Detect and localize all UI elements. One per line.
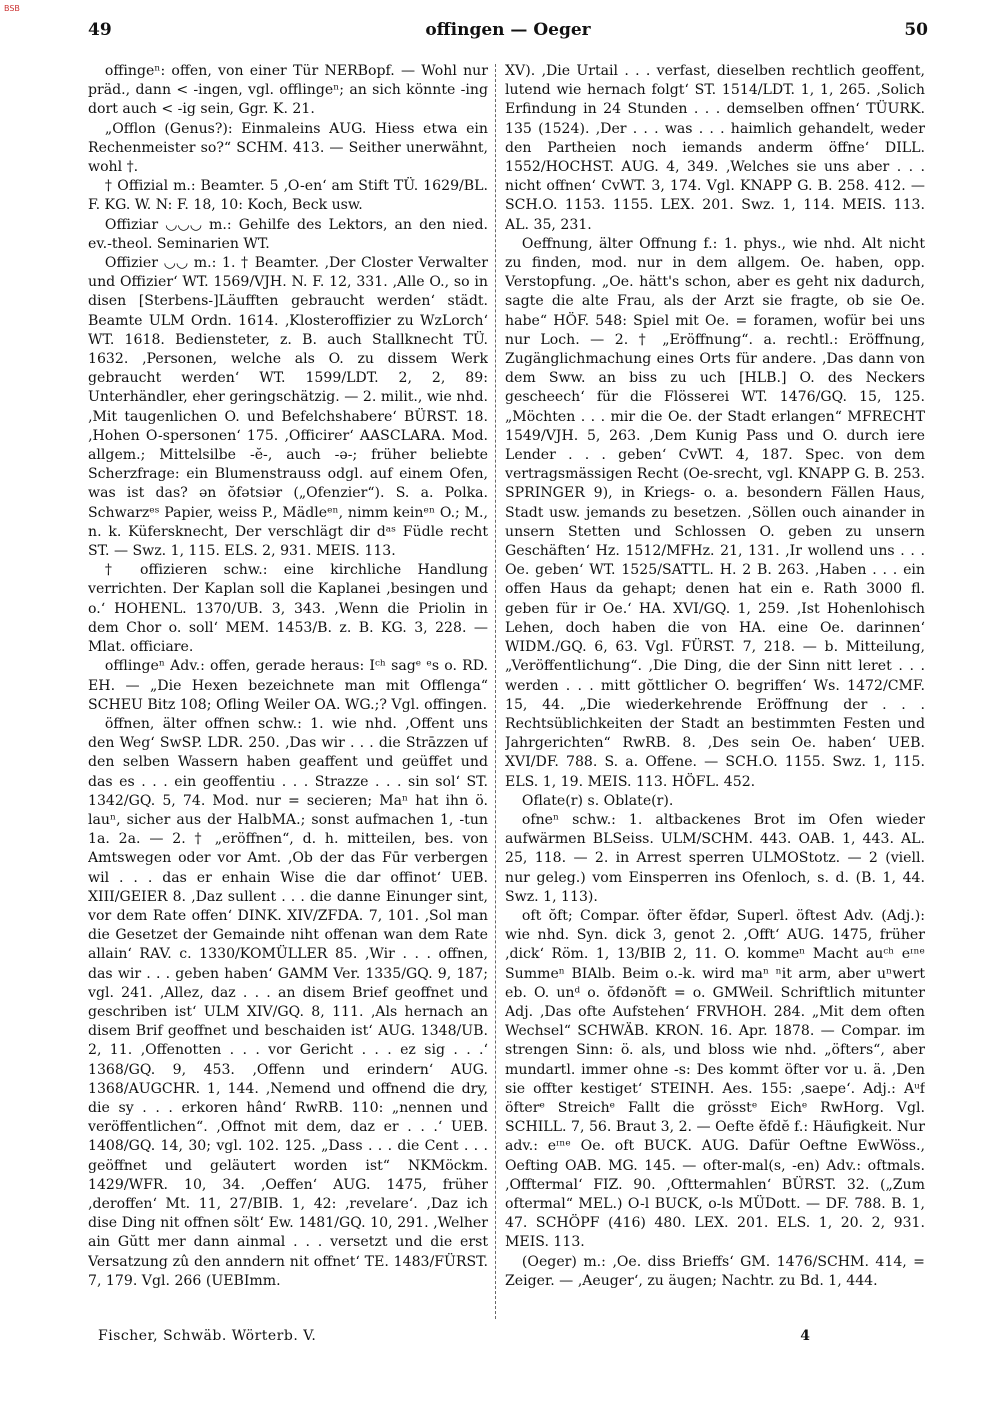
header-title: offingen — Oeger xyxy=(425,20,591,40)
footer-publication: Fischer, Schwäb. Wörterb. V. xyxy=(98,1328,317,1344)
entry-oeffnung: Oeffnung, älter Offnung f.: 1. phys., wie nhd. Alt nicht zu finden, mod. nur in dem allgem. Oe. haben, opp. Verstopfung. „Oe. hätt's schon, aber es geht nix dadurch, sagte die alte Frau, als der Arzt sie fragte, ob sie Oe. habe“ HÖF. 548: Spiel mit Oe. = foramen, wofür bei uns nur Loch. — 2. † „Eröffnung“. a. rechtl.: Eröffnung, Zugänglichmachung eines Orts für andere. ‚Das dann von dem Sww. an biss zu uch [HLB.] O. des Neckers gescheech‘ für die Flösserei WT. 1476/GQ. 15, 125. „Möchten . . . mir die Oe. der Stadt erlangen“ MFRECHT 1549/VJH. 5, 263. ‚Dem Kunig Pass und O. durch iere Lender . . . geben‘ CvWT. 4, 187. Spec. von dem vertragsmässigen Recht (Oe-srecht, vgl. KNAPP G. B. 253. SPRINGER 9), in Kriegs- o. a. besondern Fällen Haus, Stadt usw. jemands zu besetzen. ‚Söllen ouch ainander in unsern Stetten und Schlossen O. geben zu unsern Geschäften‘ Hz. 1512/MFHz. 21, 131. ‚Ir wollend uns . . . Oe. geben‘ WT. 1525/SATTL. H. 2 B. 263. ‚Haben . . . ein offen Haus da gehapt; denen hat ein e. Rath 3000 fl. geben für ir Oe.‘ HA. XVI/GQ. 1, 259. ‚Ist Hohenlohisch Lehen, doch haben die von HA. eine Oe. darinnen‘ WIDM./GQ. 6, 63. Vgl. FÜRST. 7, 218. — b. Mitteilung, „Veröffentlichung“. ‚Die Ding, die der Sinn nitt leret . . . werden . . . mitt gŏttlicher O. begriffen‘ Ws. 1472/CMF. 15, 44. „Die wiederkehrende Eröffnung der . . . Rechtsüblichkeiten der Stadt an bestimmten Festen und Jahrgerichten“ RwRB. 8. ‚Des sein Oe. haben‘ UEB. XVI/DF. 788. S. a. Offene. — SCH.O. 1155. Swz. 1, 115. ELS. 1, 19. MEIS. 113. HÖFL. 452. xyxy=(505,235,925,790)
left-page-number: 49 xyxy=(88,20,112,40)
column-divider xyxy=(495,64,497,1319)
signature-mark: 4 xyxy=(800,1328,810,1344)
left-column xyxy=(88,62,488,1322)
entry-offizieren: † offizieren schw.: eine kirchliche Handlung verrichten. Der Kaplan soll die Kaplanei ‚besingen und o.‘ HOHENL. 1370/UB. 3, 343. ‚Wenn die Priolin in dem Chor o. soll‘ MEM. 1453/B. z. B. KG. 3, 228. — Mlat. officiare. xyxy=(88,562,488,656)
entry-oflate: Oflate(r) s. Oblate(r). xyxy=(521,792,674,809)
page-footer xyxy=(88,1328,928,1350)
library-stamp: BSB xyxy=(4,4,20,13)
entry-offlinge: offlingeⁿ Adv.: offen, gerade heraus: Iᶜʰ sagᵉ ᵉs o. RD. EH. — „Die Hexen bezeichnete man mit Offlenga“ SCHEU Bitz 108; Ofling Weiler OA. WG.;? Vgl. offingen. xyxy=(88,658,488,713)
entry-oeffnen-continued: XV). ‚Die Urtail . . . verfast, dieselben rechtlich geoffent, lutend wie hernach folgt‘ ST. 1514/LDT. 1, 1, 265. ‚Solich Erfindung in 24 Stunden . . . demselben offnen‘ TÜURK. 135 (1524). ‚Der . . . was . . . haimlich gehandelt, weder den Partheien noch iemands anderm öffne‘ DILL. 1552/HOCHST. AUG. 4, 349. ‚Welches sie uns aber . . . nicht offnen‘ CvWT. 3, 174. Vgl. KNAPP G. B. 258. 412. — SCH.O. 1153. 1155. LEX. 201. Swz. 1, 114. MEIS. 113. AL. 35, 231. xyxy=(505,63,925,233)
entry-offlon: „Offlon (Genus?): Einmaleins AUG. Hiess etwa ein Rechenmeister so?“ SCHM. 413. — Seither unerwähnt, wohl †. xyxy=(88,120,488,176)
entry-oeger: (Oeger) m.: ‚Oe. diss Brieffs‘ GM. 1476/SCHM. 414, = Zeiger. — ‚Aeuger‘, zu äugen; Nachtr. zu Bd. 1, 444. xyxy=(505,1253,925,1289)
entry-offiziar: Offiziar ◡◡◡ m.: Gehilfe des Lektors, an den nied. ev.-theol. Seminarien WT. xyxy=(88,216,488,252)
entry-oft: oft ŏft; Compar. öfter ĕfdər, Superl. öftest Adv. (Adj.): wie nhd. Syn. dick 3, genot 2. ‚Offt‘ AUG. 1475, früher ‚dick‘ Röm. 1, 13/BIB 2, 11. O. kommeⁿ Macht auᶜʰ eᶦⁿᵉ Summeⁿ BIAlb. Beim o.-k. wird maⁿ ⁿit arm, aber uⁿwert eb. O. unᵈ o. ŏfdənŏft = o. GMWeil. Schriftlich mitunter Adj. ‚Das ofte Aufstehen‘ FRVHOH. 284. „Mit dem often Wechsel“ SCHWÄB. KRON. 16. Apr. 1878. — Compar. im strengen Sinn: ö. als, und bloss wie nhd. „öfters“, aber mundartl. immer ohne -s: Des kommt öfter vor u. ä. ‚Den sie offter kestiget‘ STEINH. Aes. 155: ‚saepe‘. Adj.: Aᵘf öfterᵉ Streichᵉ Fallt die grösstᵉ Eichᵉ RwHorg. Vgl. SCHILL. 7, 56. Braut 3, 2. — Oefte ĕfdĕ f.: Häufigkeit. Nur adv.: eᶦⁿᵉ Oe. oft BUCK. AUG. Dafür Oeftne EwWöss., Oefting OAB. MG. 145. — ofter-mal(s, -en) Adv.: oftmals. ‚Offtermal‘ FIZ. 90. ‚Ofttermahlen‘ BÜRST. 32. („Zum oftermal“ MEL.) O-l BUCK, o-ls MÜDott. — DF. 788. B. 1, 47. SCHÖPF (416) 480. LEX. 201. ELS. 1, 20. 2, 931. MEIS. 113. xyxy=(505,907,925,1251)
entry-offizier: Offizier ◡◡ m.: 1. † Beamter. ‚Der Closter Verwalter und Offizier‘ WT. 1569/VJH. N. F. 12, 331. ‚Alle O., so in disen [Sterbens-]Läufften gebraucht werden‘ städt. Beamte ULM Ordn. 1614. ‚Klosteroffizier zu WzLorch‘ WT. 1618. Bediensteter, z. B. auch Stallknecht TÜ. 1632. ‚Personen, welche als O. zu dissem Werk gebraucht werden‘ WT. 1599/LDT. 2, 2, 89: Unterhändler, eher geringschätzig. — 2. milit., wie nhd. ‚Mit taugenlichen O. und Befelchshabere‘ BÜRST. 18. ‚Hohen O-spersonen‘ 175. ‚Officirer‘ AASCLARA. Mod. allgem.; Mittelsilbe -ĕ-, auch -ə-; früher beliebte Scherzfrage: ein Blumenstrauss odgl. auf einem Ofen, was ist das? ən ŏfətsiər („Ofenzier“). S. a. Polka. Schwarzᵉˢ Papier, weiss P., Mädleᵉⁿ, nimm keinᵉⁿ O.; M., n. k. Küfersknecht, Der verschlägt dir dᵃˢ Füdle recht ST. — Swz. 1, 115. ELS. 2, 931. MEIS. 113. xyxy=(88,255,488,560)
entry-oeffnen: öffnen, älter offnen schw.: 1. wie nhd. ‚Offent uns den Weg‘ SwSP. LDR. 250. ‚Das wir . . . die Strāzzen uf den selben Wassern haben geaffent und geüffet und das es . . . ein geoffentiu . . . Strazze . . . sin sol‘ ST. 1342/GQ. 5, 74. Mod. nur = secieren; Maⁿ hat ihn ö. lauⁿ, sicher aus der HalbMA.; sonst aufmachen 1, -tun 1a. 2a. — 2. † „eröffnen“, d. h. mitteilen, bes. von Amtswegen oder vor Amt. ‚Ob der das Fūr verbergen wil . . . das er enhain Wise die dar offinot‘ UEB. XIII/GEIER 8. ‚Daz sullent . . . die danne Einunger sint, vor dem Rate offen‘ DINK. XIV/ZFDA. 7, 101. ‚Sol man die Gesetzet der Gemainde niht offenan wan dem Rate allain‘ RAV. c. 1330/KOMÜLLER 85. ‚Wir . . . offnen, das wir . . . geben haben‘ GAMM Ver. 1335/GQ. 9, 187; vgl. 241. ‚Allez, daz . . . an disem Brief geoffnet und geschriben ist‘ ULM XIV/GQ. 8, 111. ‚Als hernach an disem Brif geoffnet und beschaiden ist‘ AUG. 1348/UB. 2, 11. ‚Offenotten . . . vor Gericht . . . ez sig . . .‘ 1368/GQ. 9, 453. ‚Offenn und erindern‘ AUG. 1368/AUGCHR. 1, 144. ‚Nemend und offnend die dry, die sy . . . erkoren hând‘ RwRB. 110: „nennen und veröffentlichen“. ‚Offnot mit dem, daz er . . .‘ UEB. 1408/GQ. 14, 30; vgl. 102. 125. „Dass . . . die Cent . . . geöffnet und geläutert worden ist“ NKMöckm. 1429/WFR. 10, 34. ‚Oeffen‘ AUG. 1475, früher ‚deroffen‘ Mt. 11, 27/BIB. 1, 42: ‚revelare‘. ‚Daz ich dise Ding nit offnen sölt‘ Ew. 1481/GQ. 10, 291. ‚Welher ain Gŭtt mer dann ainmal . . . versetzt und die erst Versatzung zû den anndern nit offnet‘ TE. 1483/FÜRST. 7, 179. Vgl. 266 (UEBImm. xyxy=(88,715,488,1289)
running-header xyxy=(88,20,928,44)
entry-offizial: † Offizial m.: Beamter. 5 ‚O-en‘ am Stift TÜ. 1629/BL. F. KG. W. N: F. 18, 10: Koch, Beck usw. xyxy=(88,178,488,214)
right-page-number: 50 xyxy=(904,20,928,40)
right-column xyxy=(505,62,925,1322)
entry-ofnen: ofneⁿ schw.: 1. altbackenes Brot im Ofen wieder aufwärmen BLSeiss. ULM/SCHM. 443. OAB. 1, 443. AL. 25, 118. — 2. in Arrest sperren ULMOStotz. — 2 (viell. nur geleg.) vom Einsperren ins Ofenloch, s. d. (B. 1, 44. Swz. 1, 113). xyxy=(505,811,925,905)
entry-offinge: offingeⁿ: offen, von einer Tür NERBopf. — Wohl nur präd., dann < -ingen, vgl. offlingeⁿ; an sich könnte -ing dort auch < -ig sein, Ggr. K. 21. xyxy=(88,63,488,118)
